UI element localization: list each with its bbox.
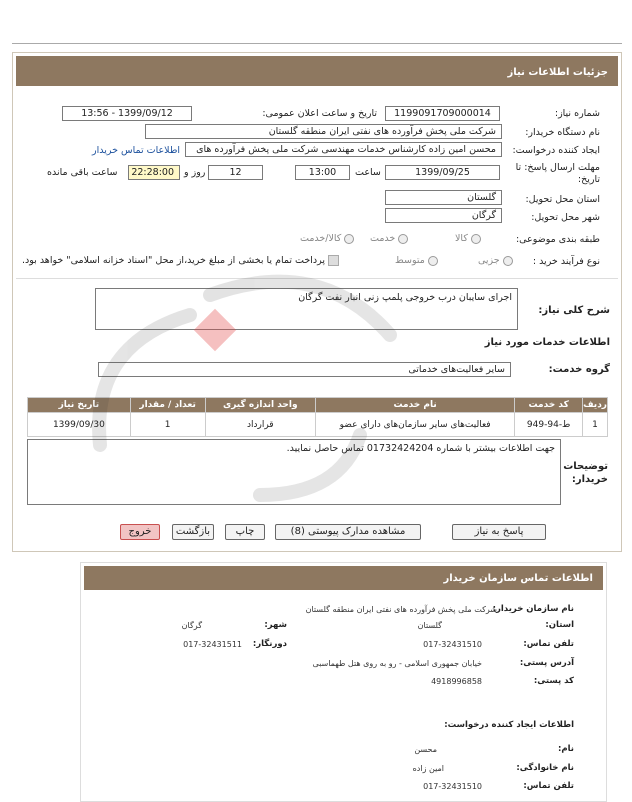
deadline-date-label: تاریخ: <box>577 174 600 185</box>
category-label: طبقه بندی موضوعی: <box>515 234 600 245</box>
contact-info-link[interactable]: اطلاعات تماس خریدار <box>92 145 181 156</box>
treasury-note: پرداخت تمام یا بخشی از مبلغ خرید،از محل "اسناد خزانه اسلامی" خواهد بود. <box>22 255 325 266</box>
checkbox-icon <box>328 255 339 266</box>
remaining-label: ساعت باقی مانده <box>47 167 118 178</box>
back-button[interactable]: بازگشت <box>172 524 214 540</box>
cell-date: 1399/09/30 <box>28 413 131 437</box>
org-value: شرکت ملی پخش فرآورده های نفتی ایران منطقه گلستان <box>305 605 497 614</box>
deadline-time-field: 13:00 <box>295 165 350 180</box>
page-title: جزئیات اطلاعات نیاز <box>16 56 618 86</box>
address-value: خیابان جمهوری اسلامی - رو به روی هتل طهماسبی <box>312 659 482 668</box>
need-number-field: 1199091709000014 <box>385 106 500 121</box>
cell-index: 1 <box>583 413 608 437</box>
top-divider <box>12 43 622 44</box>
services-section-title: اطلاعات خدمات مورد نیاز <box>484 337 610 348</box>
province-label: استان محل تحویل: <box>525 194 600 205</box>
attachments-button[interactable]: مشاهده مدارک پیوستی (8) <box>275 524 421 540</box>
process-option-minor[interactable]: جزیی <box>478 255 513 266</box>
services-table <box>27 397 608 437</box>
deadline-time-label: ساعت <box>355 167 381 178</box>
cell-unit: قرارداد <box>205 413 316 437</box>
need-number-label: شماره نیاز: <box>554 108 600 119</box>
category-option-goods[interactable]: کالا <box>455 233 481 244</box>
service-group-field: سایر فعالیت‌های خدماتی <box>98 362 511 377</box>
cell-name: فعالیت‌های سایر سازمان‌های دارای عضو <box>316 413 515 437</box>
description-textarea[interactable]: اجرای سایبان درب خروجی پلمپ زنی انبار نفت گرگان <box>95 288 518 330</box>
creator-section-label: اطلاعات ایجاد کننده درخواست: <box>444 720 574 730</box>
phone-label: تلفن تماس: <box>523 639 574 649</box>
creator-field: محسن امین زاده کارشناس خدمات مهندسی شرکت ملی پخش فرآورده های <box>185 142 502 157</box>
process-label: نوع فرآیند خرید : <box>532 256 600 267</box>
last-name-value: امین زاده <box>412 764 444 773</box>
reply-button[interactable]: پاسخ به نیاز <box>452 524 546 540</box>
category-option-service[interactable]: خدمت <box>370 233 408 244</box>
fax-label: دورنگار: <box>252 639 287 649</box>
print-button[interactable]: چاپ <box>225 524 265 540</box>
radio-icon <box>344 234 354 244</box>
phone-value: 017-32431510 <box>423 640 482 649</box>
announce-field: 1399/09/12 - 13:56 <box>62 106 192 121</box>
contact-province-value: گلستان <box>417 621 442 630</box>
contact-province-label: استان: <box>545 620 574 630</box>
org-label: نام سازمان خریدار: <box>492 604 574 614</box>
days-field: 12 <box>208 165 263 180</box>
contact-city-label: شهر: <box>264 620 287 630</box>
radio-icon <box>428 256 438 266</box>
province-field: گلستان <box>385 190 502 205</box>
col-qty: تعداد / مقدار <box>130 398 205 413</box>
table-header-row <box>28 398 608 413</box>
contact-title: اطلاعات تماس سازمان خریدار <box>84 566 603 590</box>
cell-code: ط-94-949 <box>515 413 583 437</box>
exit-button[interactable]: خروج <box>120 524 160 540</box>
deadline-label: مهلت ارسال پاسخ: تا <box>515 162 600 173</box>
first-name-label: نام: <box>557 744 574 754</box>
col-date: تاریخ نیاز <box>28 398 131 413</box>
col-name: نام خدمت <box>316 398 515 413</box>
address-label: آدرس پستی: <box>519 658 574 668</box>
description-label: شرح کلی نیاز: <box>538 305 610 316</box>
radio-icon <box>471 234 481 244</box>
process-option-medium[interactable]: متوسط <box>395 255 438 266</box>
category-option-both[interactable]: کالا/خدمت <box>300 233 354 244</box>
notes-label-2: خریدار: <box>571 474 608 485</box>
creator-label: ایجاد کننده درخواست: <box>512 145 600 156</box>
treasury-checkbox[interactable] <box>22 255 339 266</box>
radio-icon <box>503 256 513 266</box>
first-name-value: محسن <box>414 745 437 754</box>
notes-textarea[interactable]: جهت اطلاعات بیشتر با شماره 01732424204 تماس حاصل نمایید. <box>27 439 561 505</box>
buyer-field: شرکت ملی پخش فرآورده های نفتی ایران منطقه گلستان <box>145 124 502 139</box>
col-unit: واحد اندازه گیری <box>205 398 316 413</box>
service-group-label: گروه خدمت: <box>548 364 610 375</box>
col-code: کد خدمت <box>515 398 583 413</box>
remaining-time-field: 22:28:00 <box>128 165 180 180</box>
postal-label: کد پستی: <box>533 676 574 686</box>
notes-label-1: توضیحات <box>563 461 608 472</box>
cell-qty: 1 <box>130 413 205 437</box>
fax-value: 017-32431511 <box>183 640 242 649</box>
city-field: گرگان <box>385 208 502 223</box>
days-label: روز و <box>184 167 206 178</box>
col-index: ردیف <box>583 398 608 413</box>
buyer-label: نام دستگاه خریدار: <box>525 127 600 138</box>
table-row <box>28 413 608 437</box>
creator-phone-label: تلفن تماس: <box>523 781 574 791</box>
creator-phone-value: 017-32431510 <box>423 782 482 791</box>
announce-label: تاریخ و ساعت اعلان عمومی: <box>262 108 377 119</box>
postal-value: 4918996858 <box>431 677 482 686</box>
contact-city-value: گرگان <box>181 621 202 630</box>
radio-icon <box>398 234 408 244</box>
city-label: شهر محل تحویل: <box>531 212 600 223</box>
last-name-label: نام خانوادگی: <box>516 763 574 773</box>
deadline-date-field: 1399/09/25 <box>385 165 500 180</box>
divider <box>16 278 618 279</box>
